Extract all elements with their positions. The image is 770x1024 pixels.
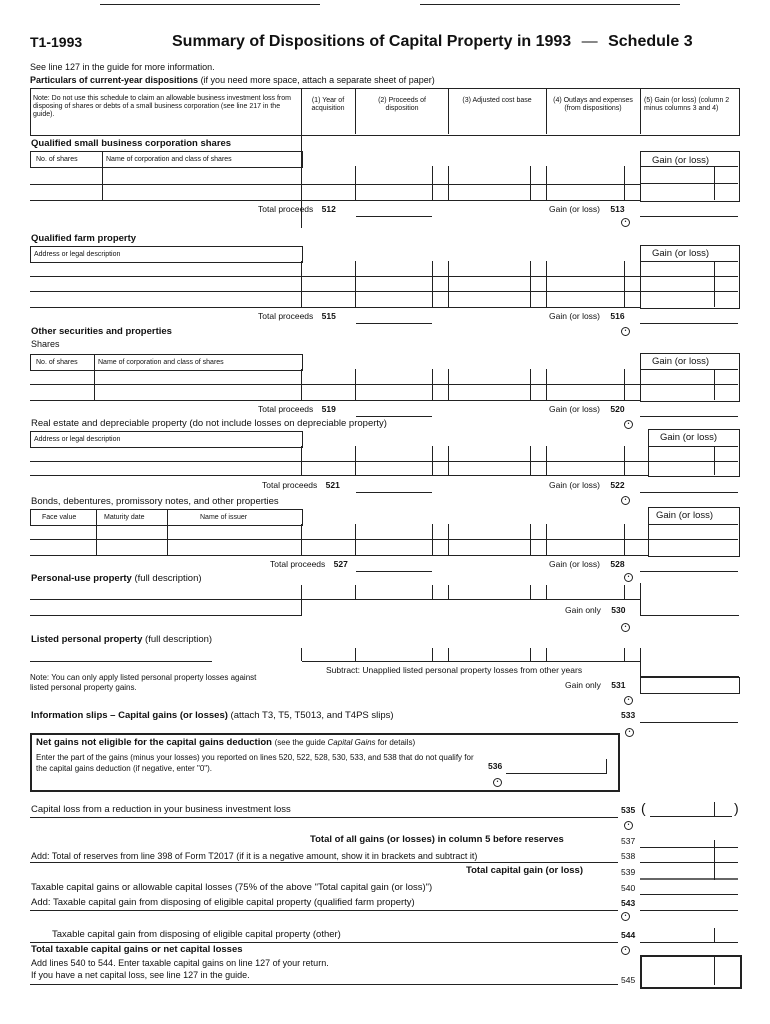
bonds-gain-sep: [648, 524, 738, 525]
personal-row2: [30, 615, 302, 616]
bonds-gain-header: Gain (or loss): [656, 510, 714, 521]
top-rule-right: [420, 4, 680, 5]
farm-v4: [448, 261, 449, 307]
total-capital-gain-input[interactable]: [640, 864, 738, 880]
farm-v7: [624, 261, 625, 307]
add-taxable-farm-input[interactable]: [640, 896, 738, 911]
realestate-line-521: 521: [325, 480, 340, 490]
personal-gain-input[interactable]: [640, 583, 739, 616]
farm-line-515: 515: [321, 311, 336, 321]
particulars-rest: (if you need more space, attach a separate sheet of paper): [200, 75, 435, 85]
personal-v1: [301, 585, 302, 615]
farm-gain-label-text: Gain (or loss): [549, 311, 601, 321]
realestate-marker: •: [621, 496, 630, 505]
bonds-v2: [355, 524, 356, 555]
line-535-marker: •: [624, 821, 633, 830]
listed-subtract: Subtract: Unapplied listed personal property losses from other years: [326, 665, 583, 675]
personal-v2: [355, 585, 356, 599]
other-shares-sub: Shares: [31, 339, 60, 349]
bonds-gain-col: [648, 507, 740, 557]
total-capital-gain-label: Total capital gain (or loss): [466, 865, 584, 876]
personal-v3: [432, 585, 433, 599]
line-537: 537: [621, 836, 636, 846]
qsbc-gain-sep2: [640, 183, 738, 184]
add-taxable-farm-rule: [30, 910, 618, 911]
add-reserves-rule: [30, 862, 618, 863]
other-title: Other securities and properties: [31, 326, 172, 337]
info-slips-rest: (attach T3, T5, T5013, and T4PS slips): [230, 710, 394, 721]
line-545: 545: [621, 975, 636, 985]
other-col-shares: No. of shares: [36, 359, 78, 366]
realestate-v4: [448, 446, 449, 475]
if-net-label: If you have a net capital loss, see line 127 in the guide.: [31, 970, 250, 980]
farm-gain-div: [714, 261, 715, 307]
qsbc-gain-label-text: Gain (or loss): [549, 204, 601, 214]
farm-v5: [530, 261, 531, 307]
realestate-gain-label: [549, 480, 625, 490]
bonds-v3: [432, 524, 433, 555]
other-v2: [355, 369, 356, 400]
top-rule-left: [100, 4, 320, 5]
other-v3: [432, 369, 433, 400]
line-543-marker: •: [621, 912, 630, 921]
bonds-col-issuer: Name of issuer: [200, 514, 248, 521]
farm-total-proceeds-label: Total proceeds: [258, 311, 314, 321]
listed-row1b: [302, 661, 640, 662]
realestate-proceeds-input[interactable]: [356, 478, 432, 493]
bonds-total-proceeds-label: Total proceeds: [270, 559, 326, 569]
listed-note: Note: You can only apply listed personal property losses against listed personal property gains.: [30, 673, 257, 692]
total-taxable-div: [714, 957, 715, 985]
line-544: 544: [621, 930, 636, 940]
taxable-other-input[interactable]: [640, 928, 738, 943]
other-proceeds-input[interactable]: [356, 402, 432, 417]
bonds-line-528: 528: [610, 559, 625, 569]
realestate-title: Real estate and depreciable property (do not include losses on depreciable property): [31, 418, 387, 429]
net-gains-text: Enter the part of the gains (minus your losses) you reported on lines 520, 522, 528, 530, 533, and 538 that do not qualify for the capital gains deduction (if negative, enter "0").: [36, 753, 474, 773]
col-header-acb: (3) Adjusted cost base: [462, 97, 532, 104]
net-gains-input[interactable]: [506, 759, 607, 774]
other-gain-header: Gain (or loss): [652, 356, 710, 367]
realestate-total-proceeds-label: Total proceeds: [262, 480, 318, 490]
bonds-proceeds-input[interactable]: [356, 557, 432, 572]
see-line-note: See line 127 in the guide for more information.: [30, 62, 215, 72]
bonds-v6: [546, 524, 547, 555]
total-taxable-rule: [30, 984, 618, 985]
realestate-v1: [301, 446, 302, 475]
qsbc-v5: [448, 166, 449, 200]
qsbc-col-shares: No. of shares: [36, 156, 78, 163]
realestate-gain-sep: [648, 446, 738, 447]
net-gains-title-bold: Net gains not eligible for the capital gains deduction: [36, 737, 272, 748]
qsbc-v6: [530, 166, 531, 200]
total-taxable-input[interactable]: [640, 955, 742, 989]
qsbc-row1-line: [30, 184, 640, 185]
bonds-marker: •: [624, 573, 633, 582]
farm-v6: [546, 261, 547, 307]
taxable-label: Taxable capital gains or allowable capital losses (75% of the above "Total capital gain (or loss)"): [31, 882, 433, 893]
bonds-col-div2: [167, 509, 168, 555]
realestate-row2: [30, 475, 648, 476]
farm-gain-header: Gain (or loss): [652, 248, 710, 259]
bonds-v7: [624, 524, 625, 555]
bonds-v5: [530, 524, 531, 555]
line-540: 540: [621, 883, 636, 893]
farm-gain-col: [640, 245, 740, 309]
info-slips-bold: Information slips – Capital gains (or losses): [31, 710, 228, 721]
qsbc-proceeds-input[interactable]: [356, 202, 432, 217]
other-gain-input[interactable]: [640, 402, 738, 417]
listed-v4: [448, 648, 449, 661]
other-v5: [530, 369, 531, 400]
bonds-gain-input[interactable]: [640, 557, 738, 572]
page-title: [172, 33, 693, 51]
qsbc-v8: [624, 166, 625, 200]
qsbc-gain-input[interactable]: [640, 202, 738, 217]
realestate-v5: [530, 446, 531, 475]
farm-v3: [432, 261, 433, 307]
other-row1: [30, 384, 738, 385]
net-gains-line: 536: [488, 761, 503, 771]
bonds-line-527: 527: [333, 559, 348, 569]
qsbc-col-name: Name of corporation and class of shares: [106, 156, 232, 163]
paren-close: ): [734, 800, 739, 816]
capital-loss-rule: [30, 817, 618, 818]
listed-title: [31, 635, 212, 645]
realestate-v7: [624, 446, 625, 475]
farm-v2: [355, 261, 356, 307]
personal-title-bold: Personal-use property: [31, 573, 132, 584]
other-v7: [624, 369, 625, 400]
total-taxable-label: Total taxable capital gains or net capital losses: [31, 944, 243, 955]
realestate-row1: [30, 461, 738, 462]
realestate-gain-header: Gain (or loss): [660, 432, 718, 443]
other-line-520: 520: [610, 404, 625, 414]
farm-total-proceeds: [258, 311, 336, 321]
col-header-proceeds: (2) Proceeds of disposition: [378, 97, 426, 112]
listed-row1: [30, 661, 212, 662]
bonds-title: Bonds, debentures, promissory notes, and other properties: [31, 496, 279, 507]
other-gain-sep: [640, 369, 738, 370]
bonds-v1: [301, 524, 302, 555]
info-slips-line: 533: [621, 710, 636, 720]
capital-loss-input[interactable]: [650, 802, 732, 817]
schedule-label: Schedule 3: [608, 33, 693, 50]
bonds-gain-label-text: Gain (or loss): [549, 559, 601, 569]
taxable-other-rule: [30, 942, 618, 943]
qsbc-marker: •: [621, 218, 630, 227]
farm-row3: [30, 307, 640, 308]
realestate-v2: [355, 446, 356, 475]
bonds-v4: [448, 524, 449, 555]
qsbc-line-512: 512: [321, 204, 336, 214]
listed-subtract-input[interactable]: [640, 648, 739, 677]
line-538: 538: [621, 851, 636, 861]
farm-title: Qualified farm property: [31, 233, 137, 244]
other-v6: [546, 369, 547, 400]
capital-loss-label: Capital loss from a reduction in your business investment loss: [31, 804, 291, 815]
col-header-year: (1) Year of acquisition: [311, 97, 345, 112]
title-text: Summary of Dispositions of Capital Property in 1993: [172, 33, 572, 50]
other-total-proceeds: [258, 404, 336, 414]
qsbc-title: Qualified small business corporation shares: [31, 138, 232, 149]
add-reserves-input[interactable]: [640, 848, 738, 863]
farm-marker: •: [621, 327, 630, 336]
realestate-total-proceeds: [262, 480, 340, 490]
col-divider-5: [640, 88, 641, 134]
personal-gain-only: [565, 605, 625, 615]
qsbc-v3: [355, 166, 356, 200]
personal-v5: [530, 585, 531, 599]
realestate-line-522: 522: [610, 480, 625, 490]
farm-gain-sep: [640, 261, 738, 262]
bonds-col-maturity: Maturity date: [104, 514, 145, 521]
listed-v3: [432, 648, 433, 661]
qsbc-gain-label: [549, 204, 625, 214]
col-header-gain: (5) Gain (or loss) (column 2 minus columns 3 and 4): [644, 97, 730, 112]
add-lines-label: Add lines 540 to 544. Enter taxable capital gains on line 127 of your return.: [31, 958, 329, 968]
title-dash: —: [581, 33, 598, 50]
other-gain-label-text: Gain (or loss): [549, 404, 601, 414]
other-v4: [448, 369, 449, 400]
realestate-v6: [546, 446, 547, 475]
taxable-input[interactable]: [640, 880, 738, 895]
listed-v2: [355, 648, 356, 661]
listed-gain-input[interactable]: [640, 677, 740, 694]
bonds-col-face: Face value: [42, 514, 77, 521]
other-v1: [301, 369, 302, 400]
listed-v1: [301, 648, 302, 661]
col-divider-4: [546, 88, 547, 134]
qsbc-v7: [546, 166, 547, 200]
info-slips-marker: •: [625, 728, 634, 737]
listed-line-531: 531: [611, 680, 626, 690]
bonds-row2: [30, 555, 648, 556]
form-id: T1-1993: [30, 34, 83, 50]
line-535: 535: [621, 805, 636, 815]
info-slips-title: [31, 711, 394, 721]
personal-v7: [624, 585, 625, 599]
listed-v7: [624, 648, 625, 661]
line-543: 543: [621, 898, 636, 908]
add-taxable-farm-label: Add: Taxable capital gain from disposing of eligible capital property (qualified farm property): [31, 897, 415, 908]
net-gains-title: [36, 738, 415, 748]
listed-marker: •: [624, 696, 633, 705]
qsbc-row2-line: [30, 200, 640, 201]
taxable-other-div: [714, 928, 715, 942]
listed-title-bold: Listed personal property: [31, 634, 143, 645]
capital-loss-div: [714, 802, 715, 816]
particulars-bold: Particulars of current-year dispositions: [30, 75, 199, 85]
listed-gain-only: [565, 680, 625, 690]
farm-gain-input[interactable]: [640, 309, 738, 324]
other-line-519: 519: [321, 404, 336, 414]
listed-v6: [546, 648, 547, 661]
other-gain-col: [640, 353, 740, 402]
other-gain-label: [549, 404, 625, 414]
particulars-heading: [30, 75, 435, 85]
total-all-label: Total of all gains (or losses) in column 5 before reserves: [310, 834, 564, 845]
realestate-gain-label-text: Gain (or loss): [549, 480, 601, 490]
paren-open: (: [641, 800, 646, 816]
col-header-outlays: (4) Outlays and expenses (from dispositions): [553, 97, 633, 112]
bonds-gain-label: [549, 559, 625, 569]
total-all-input[interactable]: [640, 833, 738, 848]
other-marker: •: [624, 420, 633, 429]
personal-v4: [448, 585, 449, 599]
qsbc-gain-header: Gain (or loss): [652, 155, 710, 166]
personal-row1: [30, 599, 640, 600]
qsbc-gain-sep: [640, 166, 738, 167]
capital-gain-div: [714, 840, 715, 880]
col-divider-3: [448, 88, 449, 134]
other-col-div: [94, 354, 95, 400]
personal-title: [31, 574, 202, 584]
bonds-col-div1: [96, 509, 97, 555]
farm-col-address: Address or legal description: [34, 251, 121, 258]
qsbc-gain-col: [640, 151, 740, 202]
personal-title-rest: (full description): [134, 573, 202, 584]
net-gains-title-rest1: (see the guide: [274, 738, 328, 747]
net-gains-marker: •: [493, 778, 502, 787]
personal-v6: [546, 585, 547, 599]
info-slips-input[interactable]: [640, 708, 738, 723]
farm-row1: [30, 276, 738, 277]
bonds-total-proceeds: [270, 559, 348, 569]
qsbc-v4: [432, 166, 433, 200]
farm-proceeds-input[interactable]: [356, 309, 432, 324]
col-divider-2: [355, 88, 356, 134]
listed-title-rest: (full description): [145, 634, 213, 645]
line-539: 539: [621, 867, 636, 877]
net-gains-title-rest2: for details): [375, 738, 416, 747]
column-note: Note: Do not use this schedule to claim an allowable business investment loss from disposing of shares or debts of a small business corporation (see line 217 in the guide).: [33, 95, 291, 118]
qsbc-col-div: [102, 151, 103, 201]
add-reserves-label: Add: Total of reserves from line 398 of Form T2017 (if it is a negative amount, show it in brackets and subtract it): [31, 851, 478, 861]
farm-line-516: 516: [610, 311, 625, 321]
qsbc-line-513: 513: [610, 204, 625, 214]
personal-marker: •: [621, 623, 630, 632]
farm-v1: [301, 261, 302, 307]
realestate-gain-col: [648, 429, 740, 477]
realestate-v3: [432, 446, 433, 475]
taxable-other-label: Taxable capital gain from disposing of eligible capital property (other): [52, 929, 341, 940]
net-gains-title-italic: Capital Gains: [327, 738, 376, 747]
qsbc-total-proceeds: [258, 204, 336, 214]
farm-gain-label: [549, 311, 625, 321]
other-row2: [30, 400, 640, 401]
realestate-col-address: Address or legal description: [34, 436, 121, 443]
realestate-gain-input[interactable]: [640, 478, 738, 493]
farm-row2: [30, 291, 738, 292]
other-col-name: Name of corporation and class of shares: [98, 359, 224, 366]
listed-v5: [530, 648, 531, 661]
other-total-proceeds-label: Total proceeds: [258, 404, 314, 414]
listed-gain-only-label: Gain only: [565, 680, 601, 690]
personal-gain-only-label: Gain only: [565, 605, 601, 615]
line-544-marker: •: [621, 946, 630, 955]
personal-line-530: 530: [611, 605, 626, 615]
qsbc-total-proceeds-label: Total proceeds: [258, 204, 314, 214]
bonds-row1: [30, 539, 738, 540]
